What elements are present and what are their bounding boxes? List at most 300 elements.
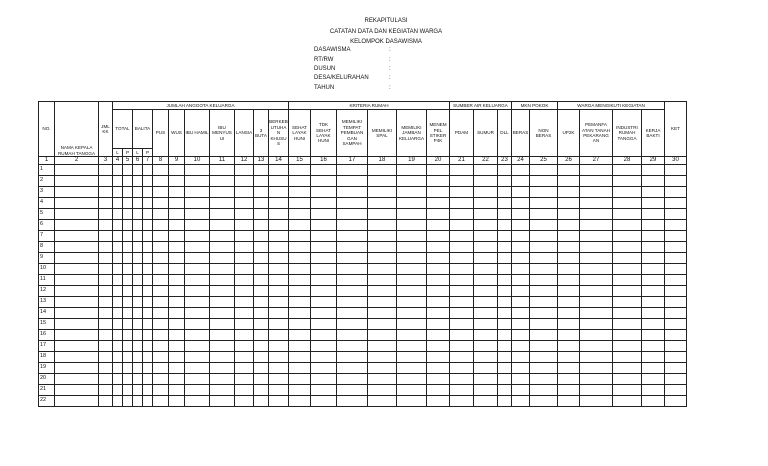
table-cell <box>133 297 143 308</box>
table-cell <box>498 253 512 264</box>
table-cell <box>558 176 580 187</box>
table-cell <box>113 264 123 275</box>
table-cell <box>337 363 368 374</box>
table-cell <box>235 319 254 330</box>
table-cell <box>368 286 397 297</box>
header-nama-kepala: NAMA KEPALA RUMAH TANGGA <box>55 102 99 157</box>
table-cell <box>450 231 474 242</box>
table-cell <box>642 209 665 220</box>
table-cell <box>450 330 474 341</box>
table-row <box>39 352 687 363</box>
table-cell <box>55 275 99 286</box>
table-cell <box>289 385 311 396</box>
meta-desa-colon: : <box>389 75 391 81</box>
table-cell <box>558 253 580 264</box>
table-cell <box>235 297 254 308</box>
table-cell <box>210 209 235 220</box>
table-cell <box>337 242 368 253</box>
table-cell <box>254 352 269 363</box>
table-cell <box>55 363 99 374</box>
header-ibu-hamil: IBU HAMIL <box>185 110 210 157</box>
table-cell <box>474 165 498 176</box>
table-cell <box>512 352 530 363</box>
table-cell <box>185 352 210 363</box>
table-cell <box>289 242 311 253</box>
table-cell <box>185 231 210 242</box>
table-cell <box>613 231 642 242</box>
table-cell <box>153 275 169 286</box>
table-cell <box>337 231 368 242</box>
table-cell <box>642 363 665 374</box>
table-cell <box>498 396 512 407</box>
column-number: 14 <box>269 157 289 165</box>
table-cell <box>123 396 133 407</box>
table-cell <box>530 374 558 385</box>
table-cell <box>169 264 185 275</box>
table-cell <box>337 330 368 341</box>
table-cell <box>113 165 123 176</box>
table-cell <box>254 198 269 209</box>
title-kelompok: KELOMPOK DASAWISMA <box>350 39 422 45</box>
table-cell <box>185 396 210 407</box>
table-cell <box>169 231 185 242</box>
table-cell <box>113 308 123 319</box>
table-cell <box>185 297 210 308</box>
table-cell <box>498 231 512 242</box>
table-cell <box>512 286 530 297</box>
table-cell <box>558 374 580 385</box>
table-cell <box>153 374 169 385</box>
table-cell <box>210 396 235 407</box>
table-cell <box>113 363 123 374</box>
table-cell <box>397 220 427 231</box>
table-cell <box>613 209 642 220</box>
table-cell <box>153 330 169 341</box>
table-cell <box>512 165 530 176</box>
table-cell <box>185 176 210 187</box>
row-number: 1 <box>39 165 55 176</box>
table-cell <box>642 352 665 363</box>
table-cell <box>558 165 580 176</box>
header-total-l: L <box>113 149 123 157</box>
table-cell <box>235 165 254 176</box>
table-cell <box>133 308 143 319</box>
table-cell <box>269 176 289 187</box>
table-cell <box>185 341 210 352</box>
column-number: 28 <box>613 157 642 165</box>
table-cell <box>613 264 642 275</box>
table-cell <box>337 385 368 396</box>
table-cell <box>613 198 642 209</box>
table-cell <box>153 396 169 407</box>
table-cell <box>55 242 99 253</box>
table-cell <box>512 220 530 231</box>
table-cell <box>427 319 450 330</box>
table-cell <box>123 341 133 352</box>
table-cell <box>498 187 512 198</box>
table-cell <box>143 165 153 176</box>
table-cell <box>512 264 530 275</box>
table-cell <box>153 176 169 187</box>
table-cell <box>123 198 133 209</box>
table-cell <box>665 275 687 286</box>
table-cell <box>153 363 169 374</box>
table-cell <box>397 341 427 352</box>
title-catatan-data: CATATAN DATA DAN KEGIATAN WARGA <box>329 29 443 35</box>
table-cell <box>450 220 474 231</box>
table-cell <box>133 264 143 275</box>
table-cell <box>474 198 498 209</box>
table-cell <box>113 198 123 209</box>
table-cell <box>558 363 580 374</box>
row-number: 2 <box>39 176 55 187</box>
table-cell <box>530 385 558 396</box>
column-number: 5 <box>123 157 133 165</box>
table-cell <box>512 209 530 220</box>
table-cell <box>642 374 665 385</box>
table-cell <box>235 330 254 341</box>
table-cell <box>185 363 210 374</box>
table-row <box>39 363 687 374</box>
table-cell <box>235 253 254 264</box>
table-cell <box>210 187 235 198</box>
table-cell <box>269 286 289 297</box>
table-cell <box>269 231 289 242</box>
table-cell <box>498 297 512 308</box>
table-cell <box>169 374 185 385</box>
column-number: 24 <box>512 157 530 165</box>
table-cell <box>185 209 210 220</box>
table-cell <box>133 209 143 220</box>
table-cell <box>185 286 210 297</box>
table-cell <box>311 363 337 374</box>
table-cell <box>235 275 254 286</box>
table-cell <box>311 286 337 297</box>
table-cell <box>235 176 254 187</box>
table-cell <box>498 341 512 352</box>
table-cell <box>642 385 665 396</box>
table-cell <box>474 396 498 407</box>
table-cell <box>254 165 269 176</box>
table-cell <box>450 176 474 187</box>
table-cell <box>311 374 337 385</box>
table-cell <box>123 275 133 286</box>
table-cell <box>143 363 153 374</box>
column-number: 21 <box>450 157 474 165</box>
table-cell <box>235 198 254 209</box>
table-cell <box>143 385 153 396</box>
table-cell <box>580 352 613 363</box>
table-cell <box>55 264 99 275</box>
table-cell <box>530 319 558 330</box>
table-cell <box>311 352 337 363</box>
table-row <box>39 341 687 352</box>
table-cell <box>613 330 642 341</box>
table-cell <box>269 264 289 275</box>
table-cell <box>210 363 235 374</box>
table-cell <box>450 264 474 275</box>
column-number: 19 <box>397 157 427 165</box>
table-cell <box>55 308 99 319</box>
table-row <box>39 319 687 330</box>
table-cell <box>289 374 311 385</box>
table-cell <box>289 275 311 286</box>
table-row <box>39 220 687 231</box>
table-cell <box>133 231 143 242</box>
table-cell <box>427 187 450 198</box>
table-cell <box>235 308 254 319</box>
table-cell <box>474 242 498 253</box>
header-berkebutuhan-khusus: BERKEB UTUHA N KHUSU S <box>269 110 289 157</box>
table-row <box>39 308 687 319</box>
table-cell <box>450 209 474 220</box>
table-cell <box>498 275 512 286</box>
header-up2k: UP2K <box>558 110 580 157</box>
table-cell <box>289 286 311 297</box>
table-cell <box>613 341 642 352</box>
table-cell <box>498 286 512 297</box>
table-cell <box>558 209 580 220</box>
table-cell <box>580 253 613 264</box>
table-cell <box>153 341 169 352</box>
header-pus: PUS <box>153 110 169 157</box>
table-cell <box>185 198 210 209</box>
table-cell <box>642 231 665 242</box>
table-row <box>39 209 687 220</box>
table-row <box>39 297 687 308</box>
table-cell <box>665 220 687 231</box>
table-cell <box>337 374 368 385</box>
table-cell <box>99 231 113 242</box>
table-cell <box>427 297 450 308</box>
table-cell <box>133 253 143 264</box>
table-cell <box>530 176 558 187</box>
table-cell <box>210 275 235 286</box>
table-cell <box>580 176 613 187</box>
table-cell <box>474 374 498 385</box>
table-cell <box>498 330 512 341</box>
table-cell <box>289 297 311 308</box>
table-cell <box>397 187 427 198</box>
table-cell <box>512 275 530 286</box>
table-cell <box>235 385 254 396</box>
header-balita-l: L <box>133 149 143 157</box>
table-cell <box>143 231 153 242</box>
table-cell <box>235 352 254 363</box>
column-number: 1 <box>39 157 55 165</box>
table-cell <box>99 319 113 330</box>
table-cell <box>368 209 397 220</box>
table-cell <box>450 187 474 198</box>
table-cell <box>397 176 427 187</box>
table-cell <box>474 286 498 297</box>
table-cell <box>143 198 153 209</box>
table-cell <box>474 385 498 396</box>
table-cell <box>580 264 613 275</box>
table-cell <box>450 165 474 176</box>
table-cell <box>427 198 450 209</box>
table-cell <box>169 396 185 407</box>
row-number: 12 <box>39 286 55 297</box>
table-cell <box>427 264 450 275</box>
table-cell <box>210 330 235 341</box>
table-cell <box>210 341 235 352</box>
table-cell <box>169 187 185 198</box>
table-cell <box>55 396 99 407</box>
table-cell <box>143 220 153 231</box>
table-cell <box>123 264 133 275</box>
table-cell <box>289 231 311 242</box>
table-cell <box>397 198 427 209</box>
table-cell <box>580 374 613 385</box>
table-cell <box>269 374 289 385</box>
table-cell <box>512 231 530 242</box>
table-cell <box>665 264 687 275</box>
table-row <box>39 176 687 187</box>
table-cell <box>337 198 368 209</box>
row-number: 18 <box>39 352 55 363</box>
table-cell <box>368 253 397 264</box>
table-cell <box>289 363 311 374</box>
table-cell <box>530 297 558 308</box>
table-cell <box>311 319 337 330</box>
table-cell <box>368 308 397 319</box>
table-cell <box>397 209 427 220</box>
table-cell <box>169 341 185 352</box>
table-cell <box>143 176 153 187</box>
table-cell <box>210 297 235 308</box>
table-cell <box>512 396 530 407</box>
table-cell <box>450 297 474 308</box>
header-total: TOTAL <box>113 110 133 149</box>
table-cell <box>311 198 337 209</box>
table-cell <box>512 176 530 187</box>
table-cell <box>133 363 143 374</box>
table-cell <box>153 297 169 308</box>
table-cell <box>311 385 337 396</box>
table-cell <box>133 275 143 286</box>
table-cell <box>337 396 368 407</box>
table-cell <box>397 396 427 407</box>
table-cell <box>580 198 613 209</box>
table-cell <box>642 198 665 209</box>
table-cell <box>113 385 123 396</box>
table-cell <box>210 264 235 275</box>
table-cell <box>665 198 687 209</box>
table-cell <box>99 297 113 308</box>
table-cell <box>169 286 185 297</box>
table-cell <box>55 374 99 385</box>
column-number: 25 <box>530 157 558 165</box>
row-number: 20 <box>39 374 55 385</box>
row-number: 14 <box>39 308 55 319</box>
header-sumur: SUMUR <box>474 110 498 157</box>
table-cell <box>474 341 498 352</box>
table-cell <box>337 297 368 308</box>
table-cell <box>99 187 113 198</box>
table-cell <box>450 341 474 352</box>
table-cell <box>498 363 512 374</box>
table-cell <box>153 352 169 363</box>
header-wus: WUS <box>169 110 185 157</box>
table-cell <box>99 264 113 275</box>
header-spal: MEMILIKI SPAL <box>368 110 397 157</box>
table-cell <box>665 330 687 341</box>
table-cell <box>99 308 113 319</box>
table-cell <box>311 242 337 253</box>
table-cell <box>113 297 123 308</box>
table-cell <box>474 176 498 187</box>
table-cell <box>133 242 143 253</box>
table-cell <box>185 374 210 385</box>
table-cell <box>185 275 210 286</box>
table-cell <box>512 308 530 319</box>
table-cell <box>123 385 133 396</box>
table-cell <box>450 352 474 363</box>
table-cell <box>530 253 558 264</box>
table-cell <box>450 253 474 264</box>
table-cell <box>55 198 99 209</box>
meta-dasawisma-label: DASAWISMA <box>314 47 351 53</box>
table-cell <box>498 242 512 253</box>
table-cell <box>498 165 512 176</box>
table-cell <box>55 253 99 264</box>
table-cell <box>143 242 153 253</box>
table-cell <box>153 286 169 297</box>
table-cell <box>474 308 498 319</box>
table-cell <box>210 231 235 242</box>
table-cell <box>254 363 269 374</box>
table-cell <box>289 209 311 220</box>
table-cell <box>235 242 254 253</box>
table-cell <box>337 308 368 319</box>
table-cell <box>498 209 512 220</box>
table-cell <box>337 341 368 352</box>
table-cell <box>311 297 337 308</box>
column-number: 22 <box>474 157 498 165</box>
table-cell <box>397 319 427 330</box>
table-cell <box>99 198 113 209</box>
table-cell <box>368 187 397 198</box>
table-cell <box>580 209 613 220</box>
table-cell <box>427 275 450 286</box>
table-cell <box>580 231 613 242</box>
meta-rtrw-colon: : <box>389 57 391 63</box>
table-cell <box>530 330 558 341</box>
table-cell <box>642 275 665 286</box>
row-number: 11 <box>39 275 55 286</box>
table-cell <box>427 363 450 374</box>
table-cell <box>498 220 512 231</box>
table-cell <box>368 341 397 352</box>
recap-table <box>38 101 687 407</box>
table-cell <box>289 264 311 275</box>
table-cell <box>642 176 665 187</box>
table-cell <box>474 363 498 374</box>
table-row <box>39 286 687 297</box>
table-cell <box>427 396 450 407</box>
table-cell <box>113 176 123 187</box>
table-cell <box>642 319 665 330</box>
table-cell <box>498 264 512 275</box>
column-number-row <box>39 157 687 165</box>
table-cell <box>153 165 169 176</box>
table-cell <box>665 374 687 385</box>
table-cell <box>613 352 642 363</box>
table-cell <box>512 330 530 341</box>
table-cell <box>311 231 337 242</box>
table-cell <box>530 286 558 297</box>
